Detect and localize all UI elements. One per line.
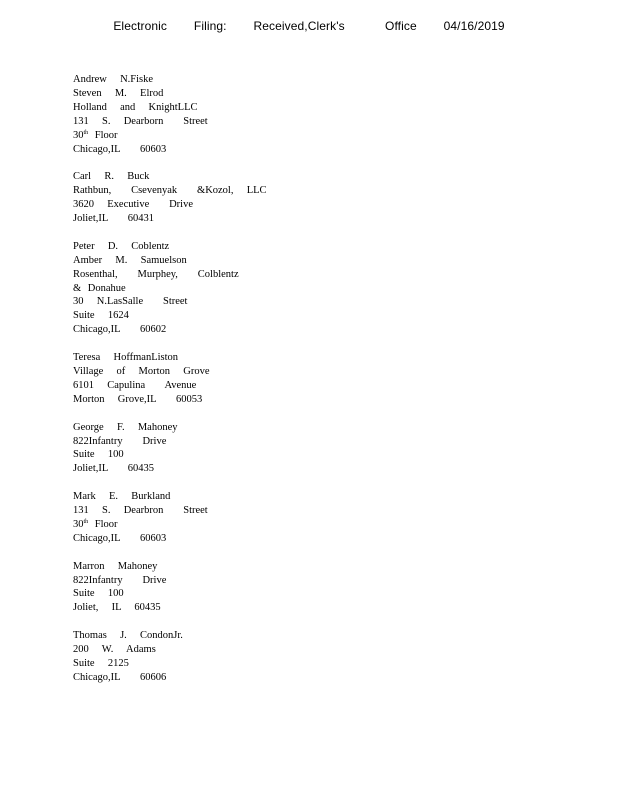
ordinal-suffix: th bbox=[83, 518, 89, 525]
suite-line: Suite 2125 bbox=[73, 657, 129, 669]
attorney-name: Steven M. Elrod bbox=[73, 87, 164, 99]
city-state-zip: Morton Grove,IL 60053 bbox=[73, 393, 203, 405]
attorney-name: Thomas J. CondonJr. bbox=[73, 630, 183, 642]
ordinal-suffix: th bbox=[83, 129, 89, 136]
city-state-zip: Joliet,IL 60431 bbox=[73, 213, 155, 225]
floor-line: 30th Floor bbox=[73, 518, 118, 530]
street-address: 3620 Executive Drive bbox=[73, 199, 194, 211]
street-address: 200 W. Adams bbox=[73, 644, 156, 656]
street-address: 822Infantry Drive bbox=[73, 574, 167, 586]
suite-line: Suite 1624 bbox=[73, 310, 129, 322]
attorney-name: Marron Mahoney bbox=[73, 560, 158, 572]
attorney-name: Carl R. Buck bbox=[73, 171, 150, 183]
address-entry bbox=[73, 73, 373, 156]
address-entry bbox=[73, 421, 373, 477]
firm-name: Holland and KnightLLC bbox=[73, 101, 198, 113]
attorney-name: Peter D. Coblentz bbox=[73, 240, 170, 252]
address-entry bbox=[73, 560, 373, 616]
address-entry bbox=[73, 629, 373, 685]
attorney-name: George F. Mahoney bbox=[73, 421, 178, 433]
street-address: 131 S. Dearbron Street bbox=[73, 505, 208, 517]
street-address: 822Infantry Drive bbox=[73, 435, 167, 447]
organization-name: Village of Morton Grove bbox=[73, 365, 210, 377]
attorney-name: Amber M. Samuelson bbox=[73, 254, 187, 266]
city-state-zip: Joliet, IL 60435 bbox=[73, 602, 161, 614]
address-entry bbox=[73, 170, 373, 226]
floor-line: 30th Floor bbox=[73, 129, 118, 141]
city-state-zip: Chicago,IL 60603 bbox=[73, 532, 167, 544]
filing-stamp-header: Electronic Filing: Received,Clerk's Office 04/16/2019 bbox=[113, 19, 505, 33]
firm-name: Rathbun, Csevenyak &Kozol, LLC bbox=[73, 185, 267, 197]
address-entry bbox=[73, 351, 373, 407]
suite-line: Suite 100 bbox=[73, 449, 124, 461]
city-state-zip: Joliet,IL 60435 bbox=[73, 463, 155, 475]
address-entry bbox=[73, 490, 373, 546]
firm-name: Rosenthal, Murphey, Colblentz bbox=[73, 268, 239, 280]
city-state-zip: Chicago,IL 60606 bbox=[73, 671, 167, 683]
street-address: 131 S. Dearborn Street bbox=[73, 115, 208, 127]
service-address-list bbox=[73, 73, 373, 699]
attorney-name: Andrew N.Fiske bbox=[73, 74, 154, 85]
street-address: 30 N.LasSalle Street bbox=[73, 296, 188, 308]
city-state-zip: Chicago,IL 60603 bbox=[73, 143, 167, 155]
firm-name: & Donahue bbox=[73, 282, 126, 294]
attorney-name: Teresa HoffmanListon bbox=[73, 352, 179, 364]
address-entry bbox=[73, 240, 373, 337]
attorney-name: Mark E. Burkland bbox=[73, 491, 171, 503]
city-state-zip: Chicago,IL 60602 bbox=[73, 324, 167, 336]
street-address: 6101 Capulina Avenue bbox=[73, 379, 197, 391]
suite-line: Suite 100 bbox=[73, 588, 124, 600]
